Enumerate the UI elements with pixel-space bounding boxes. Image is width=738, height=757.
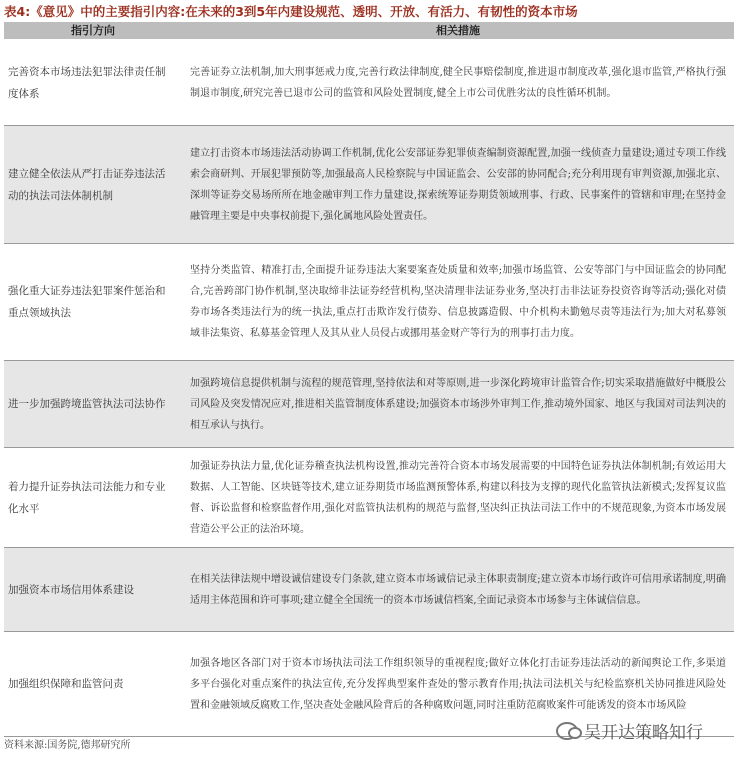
- direction-cell: 着力提升证券执法司法能力和专业化水平: [8, 480, 166, 515]
- table-title: 表4:《意见》中的主要指引内容:在未来的3到5年内建设规范、透明、开放、有活力、有韧性的资本市场: [4, 4, 578, 19]
- measures-cell: 完善证券立法机制,加大刑事惩戒力度,完善行政法律制度,健全民事赔偿制度,推进退市制度改革,强化退市监管,严格执行强制退市制度,研究完善已退市公司的监管和风险处置制度,健全上市公司优胜劣汰的良性循环机制。: [190, 66, 726, 99]
- header-direction: 指引方向: [71, 24, 115, 37]
- direction-cell: 强化重大证券违法犯罪案件惩治和重点领域执法: [8, 285, 166, 319]
- table-row: [4, 548, 734, 631]
- table-row: [4, 244, 734, 360]
- watermark: [556, 718, 703, 743]
- source-note: 资料来源:国务院,德邦研究所: [4, 740, 131, 751]
- measures-cell: 加强跨境信息提供机制与流程的规范管理,坚持依法和对等原则,进一步深化跨境审计监管合作;切实采取措施做好中概股公司风险及突发情况应对,推进相关监管制度体系建设;加强资本市场涉外审判工作,推动境外国家、地区与我国对司法判决的相互承认与执行。: [190, 377, 726, 431]
- direction-cell: 进一步加强跨境监管执法司法协作: [8, 398, 166, 410]
- measures-cell: 在相关法律法规中增设诚信建设专门条款,建立资本市场诚信记录主体职责制度;建立资本市场行政许可信用承诺制度,明确适用主体范围和许可事项;建立健全全国统一的资本市场诚信档案,全面记录资本市场参与主体诚信信息。: [190, 573, 726, 606]
- wechat-icon: [556, 722, 578, 740]
- watermark-text: 吴开达策略知行: [584, 723, 703, 743]
- measures-cell: 加强证券执法力量,优化证券稽查执法机构设置,推动完善符合资本市场发展需要的中国特色证券执法体制机制;有效运用大数据、人工智能、区块链等技术,建立证券期货市场监测预警体系,构建以科技为支撑的现代化监管执法新模式;发挥复议监督、诉讼监督和检察监督作用,强化对监管执法机构的规范与监督,坚决纠正执法司法工作中的不规范现象,为资本市场发展营造公平公正的法治环境。: [190, 460, 726, 535]
- measures-cell: 加强各地区各部门对于资本市场执法司法工作组织领导的重视程度;做好立体化打击证券违法活动的新闻舆论工作,多渠道多平台强化对重点案件的执法宣传,充分发挥典型案件查处的警示教育作用;执法司法机关与纪检监察机关协同推进风险处置和金融领域反腐败工作,坚决查处金融风险背后的各种腐败问题,同时注重防范腐败案件可能诱发的资本市场风险: [190, 657, 726, 711]
- table-row: [4, 448, 734, 547]
- table-header: [4, 22, 734, 39]
- direction-cell: 加强资本市场信用体系建设: [8, 583, 134, 596]
- direction-cell: 建立健全依法从严打击证券违法活动的执法司法体制机制: [8, 167, 166, 202]
- direction-cell: 加强组织保障和监管问责: [8, 678, 124, 690]
- table-row: [4, 361, 734, 447]
- table-row: [4, 126, 734, 243]
- header-measures: 相关措施: [436, 24, 480, 37]
- table-row: [4, 40, 734, 125]
- measures-cell: 建立打击资本市场违法活动协调工作机制,优化公安部证券犯罪侦查编制资源配置,加强一线侦查力量建设;通过专项工作线索会商研判、开展犯罪预防等,加强最高人民检察院与中国证监会、公安部的协同配合;充分利用现有审判资源,加强北京、深圳等证券交易场所所在地金融审判工作力量建设,探索统筹证券期货领域刑事、行政、民事案件的管辖和审理;在坚持金融管理主要是中央事权前提下,强化属地风险处置责任。: [190, 147, 726, 222]
- measures-cell: 坚持分类监管、精准打击,全面提升证券违法大案要案查处质量和效率;加强市场监管、公安等部门与中国证监会的协同配合,完善跨部门协作机制,坚决取缔非法证券经营机构,坚决清理非法证券业务,坚决打击非法证券投资咨询等活动;强化对债券市场各类违法行为的统一执法,重点打击欺诈发行债券、信息披露造假、中介机构未勤勉尽责等违法行为;加大对私募领域非法集资、私募基金管理人及其从业人员侵占或挪用基金财产等行为的刑事打击力度。: [190, 265, 726, 339]
- direction-cell: 完善资本市场违法犯罪法律责任制度体系: [8, 65, 166, 100]
